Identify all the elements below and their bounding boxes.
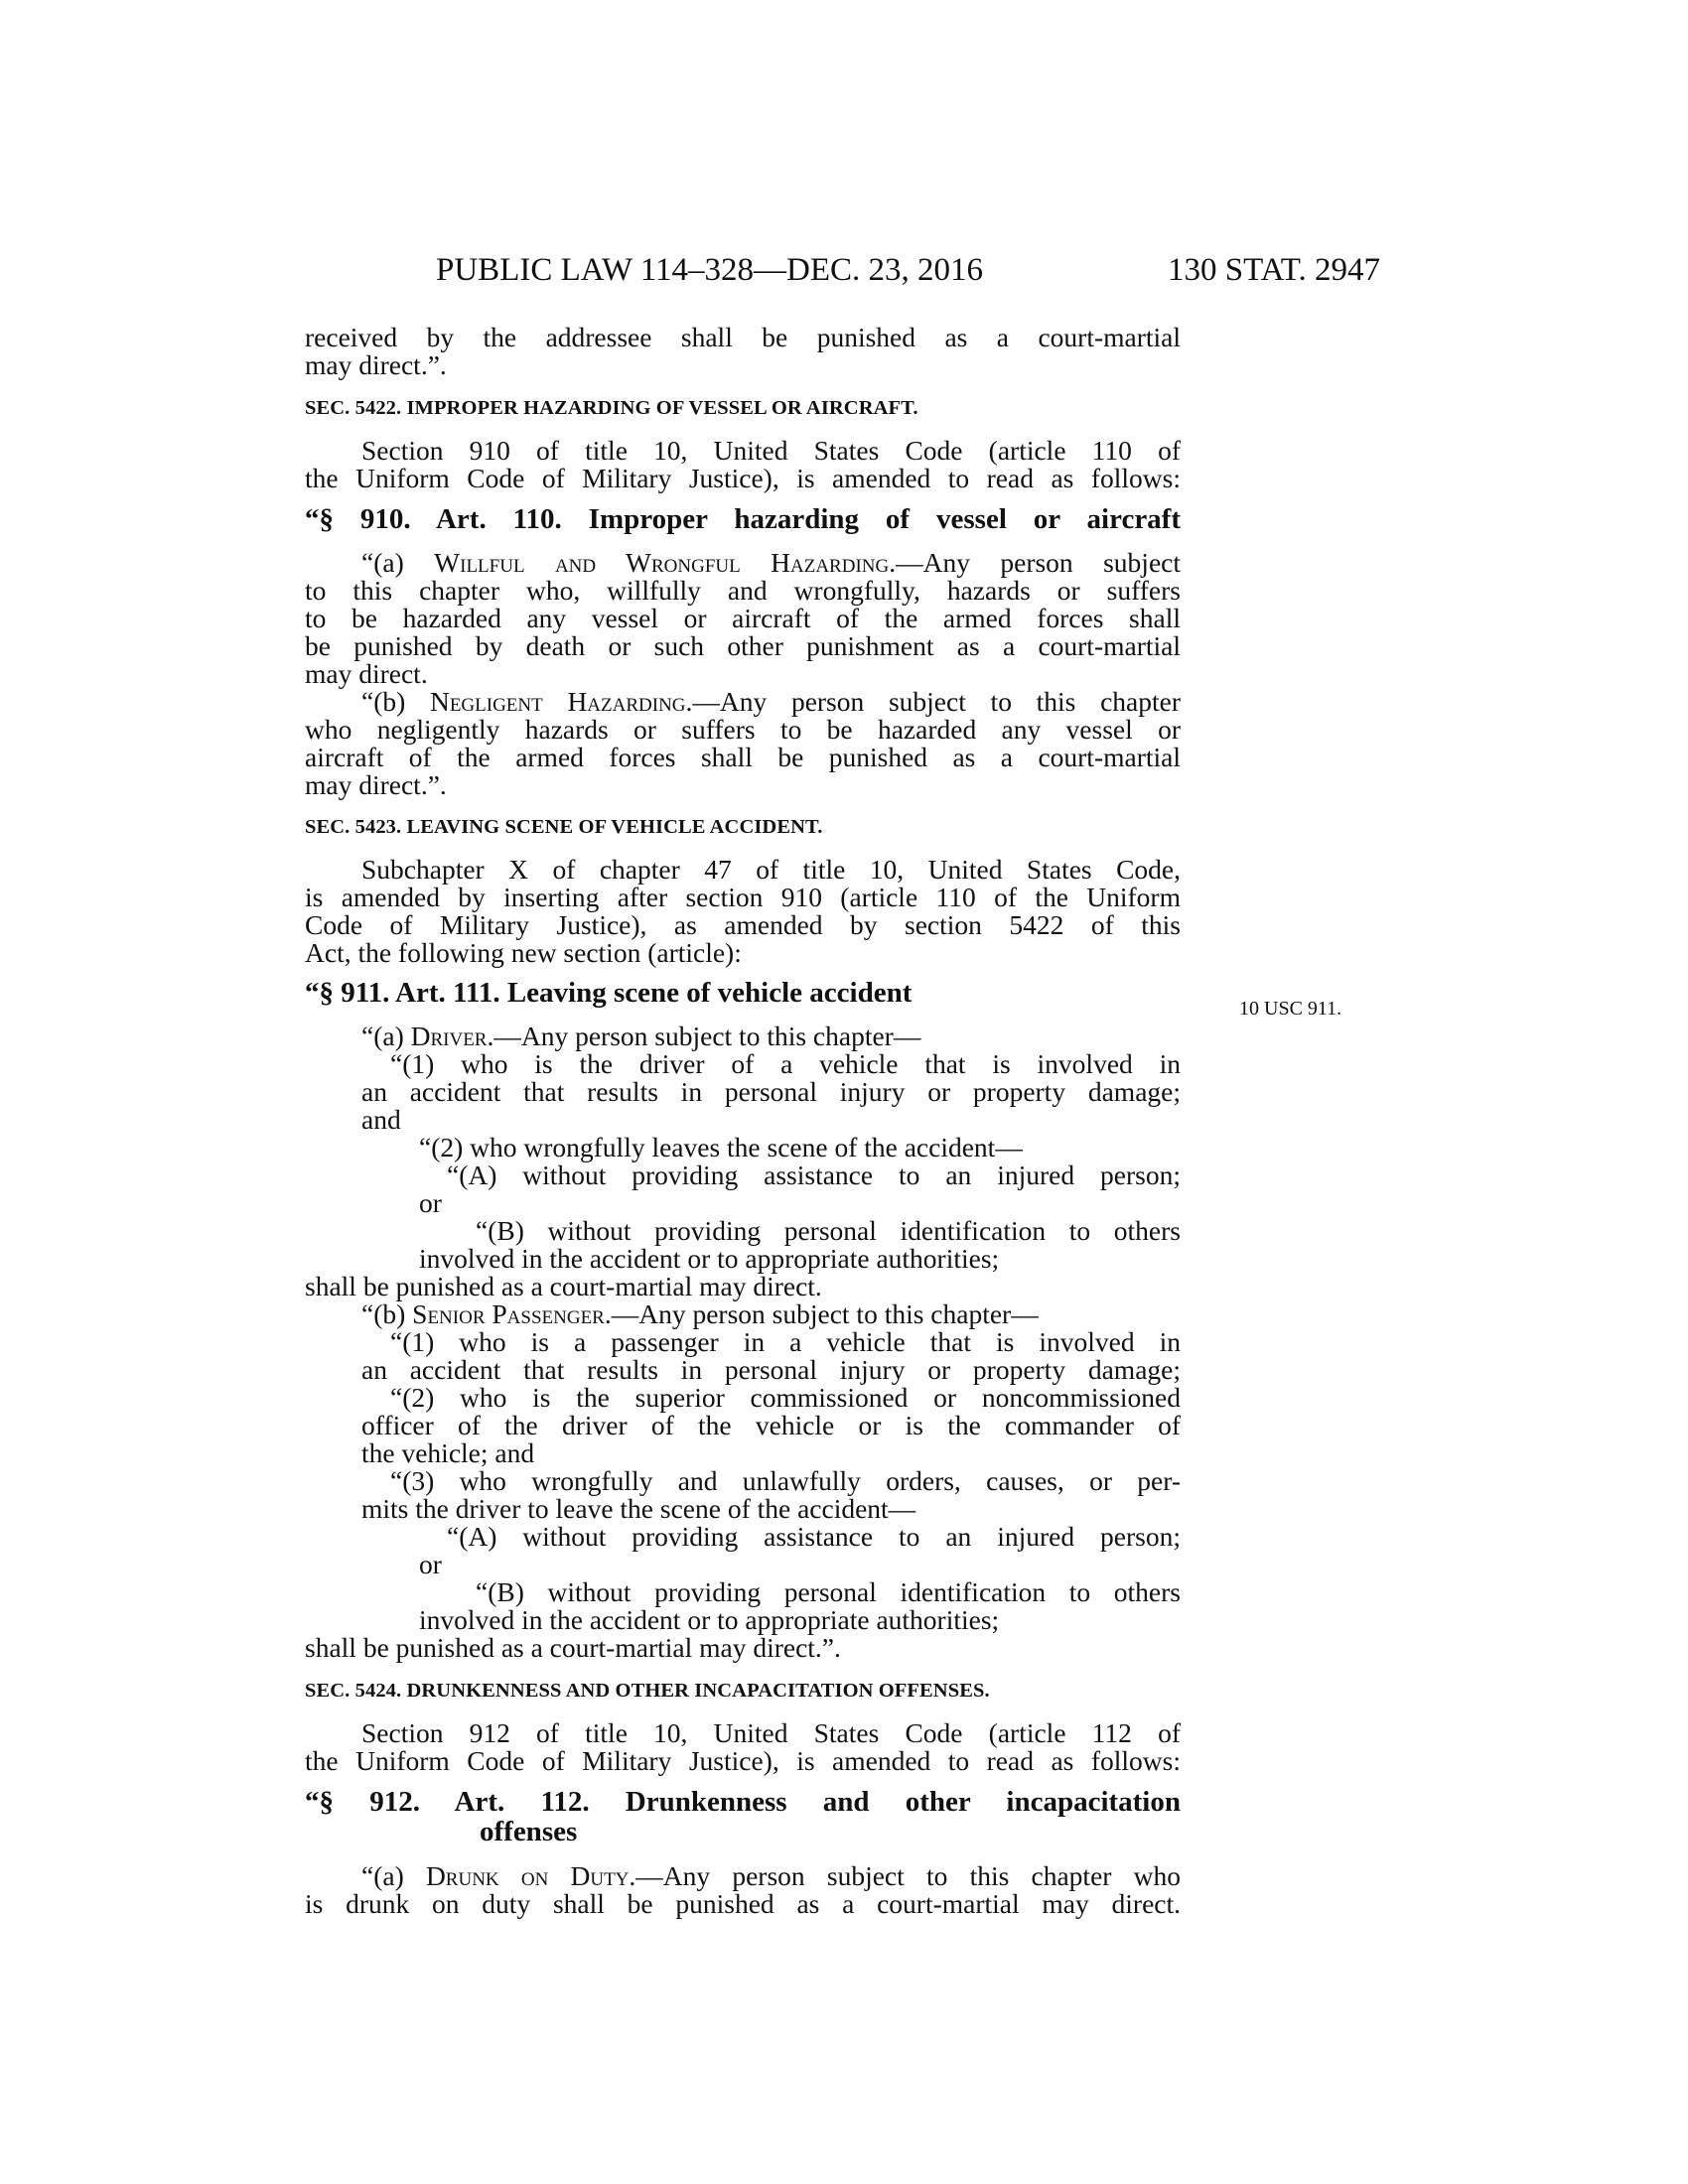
text-line: aircraft of the armed forces shall be punished as a court-martial — [305, 742, 1181, 772]
stat-citation: 130 STAT. 2947 — [1167, 252, 1380, 288]
text-line: “(1) who is the driver of a vehicle that is involved in — [390, 1048, 1181, 1079]
section-heading-5423: SEC. 5423. LEAVING SCENE OF VEHICLE ACCIDENT. — [305, 816, 823, 838]
subsection-a-driver — [361, 1023, 920, 1050]
article-heading-912-continued: offenses — [480, 1816, 578, 1847]
subsection-label: “(a) — [361, 1021, 411, 1051]
subsection-label: “(a) — [361, 547, 435, 578]
text-line: who negligently hazards or suffers to be hazarded any vessel or — [305, 714, 1181, 745]
text-line: Subchapter X of chapter 47 of title 10, United States Code, — [361, 854, 1181, 885]
subsection-title: Driver — [410, 1021, 488, 1051]
text-line: involved in the accident or to appropriate authorities; — [419, 1604, 1000, 1635]
text-line: may direct.”. — [305, 349, 447, 380]
text-line: is amended by inserting after section 910 (article 110 of the Uniform — [305, 882, 1181, 912]
subsection-title: Drunk on Duty — [425, 1860, 630, 1891]
subsection-text: .—Any person subject to this chapter— — [604, 1298, 1039, 1329]
subsection-text: .—Any person subject to this chapter who — [629, 1860, 1181, 1891]
text-line: shall be punished as a court-martial may direct.”. — [305, 1632, 841, 1663]
article-heading-912: “§ 912. Art. 112. Drunkenness and other incapacitation — [305, 1786, 1181, 1818]
text-line: to be hazarded any vessel or aircraft of the armed forces shall — [305, 603, 1181, 633]
text-line: an accident that results in personal injury or property damage; — [361, 1354, 1181, 1385]
subsection-title: Senior Passenger — [412, 1298, 605, 1329]
text-line: received by the addressee shall be punished as a court-martial — [305, 322, 1181, 352]
subsection-a-drunk-on-duty — [361, 1862, 1181, 1890]
subsection-b-senior-passenger — [361, 1300, 1039, 1328]
article-heading-910: “§ 910. Art. 110. Improper hazarding of vessel or aircraft — [305, 503, 1181, 535]
text-line: is drunk on duty shall be punished as a court-martial may direct. — [305, 1888, 1181, 1919]
text-line: or — [419, 1187, 442, 1218]
text-line: “(B) without providing personal identification to others — [476, 1215, 1181, 1246]
text-line: mits the driver to leave the scene of the accident— — [361, 1493, 916, 1524]
text-line: Section 912 of title 10, United States Code (article 112 of — [361, 1717, 1181, 1748]
text-line: or — [419, 1549, 442, 1579]
text-line: Act, the following new section (article): — [305, 937, 742, 968]
section-heading-5424: SEC. 5424. DRUNKENNESS AND OTHER INCAPACITATION OFFENSES. — [305, 1680, 990, 1702]
text-line: involved in the accident or to appropriate authorities; — [419, 1243, 1000, 1274]
subsection-title: Negligent Hazarding — [429, 686, 686, 717]
text-line: and — [361, 1104, 401, 1135]
text-line: the vehicle; and — [361, 1437, 535, 1468]
text-line: may direct.”. — [305, 769, 447, 800]
subsection-text: .—Any person subject to this chapter— — [487, 1021, 921, 1051]
subsection-text: .—Any person subject to this chapter — [685, 686, 1181, 717]
text-line: “(2) who is the superior commissioned or noncommissioned — [390, 1382, 1181, 1413]
text-line: “(A) without providing assistance to an injured person; — [447, 1160, 1181, 1190]
subsection-text: .—Any person subject — [889, 547, 1181, 578]
subsection-label: “(b) — [361, 686, 430, 717]
text-line: be punished by death or such other punishment as a court-martial — [305, 630, 1181, 661]
text-line: officer of the driver of the vehicle or is the commander of — [361, 1410, 1181, 1440]
text-line: “(1) who is a passenger in a vehicle that is involved in — [390, 1326, 1181, 1357]
subsection-b-negligent — [361, 688, 1181, 716]
text-line: the Uniform Code of Military Justice), is amended to read as follows: — [305, 463, 1181, 493]
text-line: Code of Military Justice), as amended by section 5422 of this — [305, 909, 1181, 940]
subsection-label: “(a) — [361, 1860, 426, 1891]
text-line: may direct. — [305, 658, 428, 689]
text-line: an accident that results in personal injury or property damage; — [361, 1076, 1181, 1107]
subsection-title: Willful and Wrongful Hazarding — [434, 547, 890, 578]
page-header — [305, 248, 1380, 292]
text-line: to this chapter who, willfully and wrongfully, hazards or suffers — [305, 575, 1181, 606]
text-line: “(3) who wrongfully and unlawfully orders, causes, or per- — [390, 1465, 1181, 1496]
text-line: the Uniform Code of Military Justice), is amended to read as follows: — [305, 1745, 1181, 1776]
text-line: “(B) without providing personal identification to others — [476, 1576, 1181, 1607]
article-heading-911: “§ 911. Art. 111. Leaving scene of vehicle accident — [305, 977, 913, 1009]
text-line: “(A) without providing assistance to an injured person; — [447, 1521, 1181, 1552]
section-heading-5422: SEC. 5422. IMPROPER HAZARDING OF VESSEL OR AIRCRAFT. — [305, 397, 918, 419]
running-title: PUBLIC LAW 114–328—DEC. 23, 2016 — [436, 252, 984, 288]
text-line: “(2) who wrongfully leaves the scene of the accident— — [419, 1132, 1023, 1162]
margin-note-usc-911: 10 USC 911. — [1239, 998, 1342, 1020]
subsection-a-willful — [361, 549, 1181, 577]
subsection-label: “(b) — [361, 1298, 413, 1329]
text-line: shall be punished as a court-martial may direct. — [305, 1271, 822, 1301]
text-line: Section 910 of title 10, United States Code (article 110 of — [361, 435, 1181, 466]
